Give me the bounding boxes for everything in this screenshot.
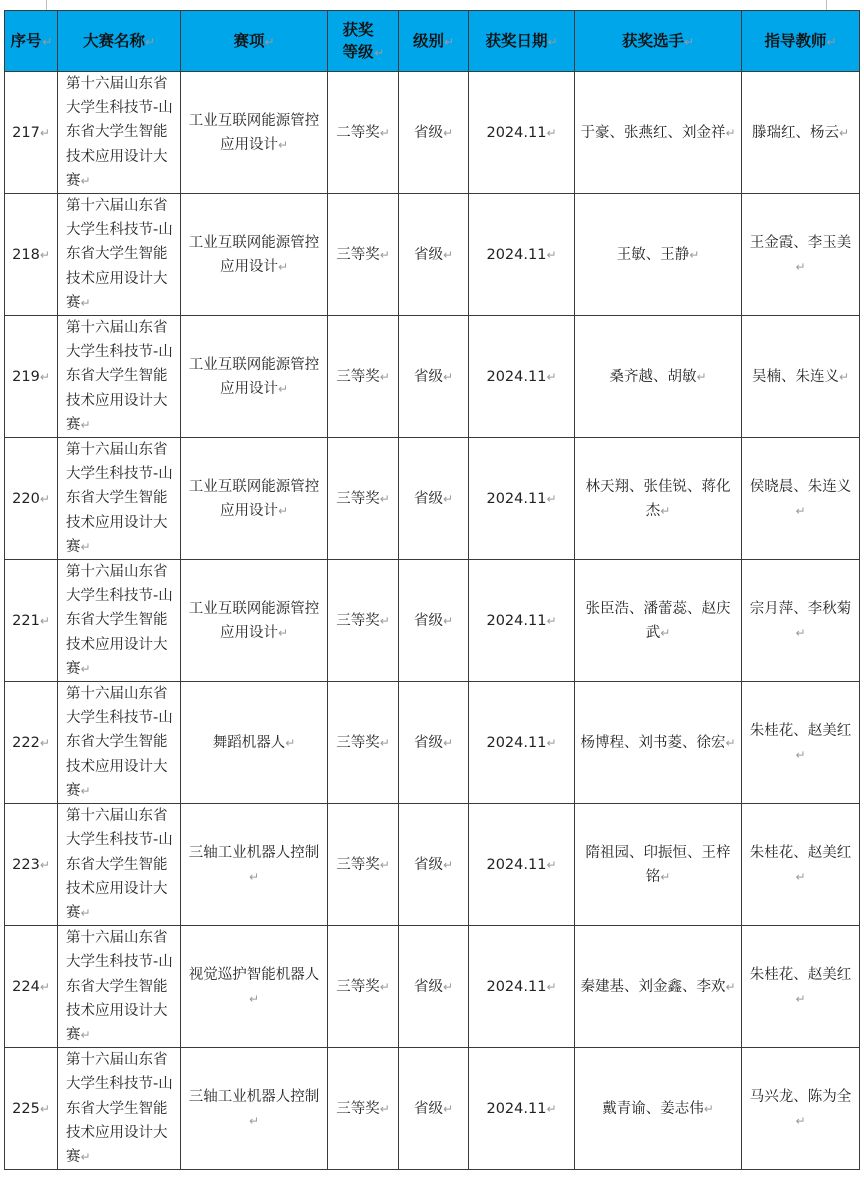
cell-teachers [742, 316, 860, 438]
paragraph-mark-icon: ↵ [546, 613, 557, 628]
cell-contest-name [58, 316, 181, 438]
cell-text: 第十六届山东省大学生科技节-山东省大学生智能技术应用设计大赛 [66, 686, 173, 799]
paragraph-mark-icon: ↵ [546, 857, 557, 872]
cell-text: 朱桂花、赵美红 [749, 966, 852, 983]
cell-text: 秦建基、刘金鑫、李欢 [580, 978, 726, 995]
cell-text: 省级 [413, 612, 443, 629]
paragraph-mark-icon: ↵ [39, 613, 50, 628]
cell-text: 第十六届山东省大学生科技节-山东省大学生智能技术应用设计大赛 [66, 808, 173, 921]
table-row [5, 438, 860, 560]
paragraph-mark-icon: ↵ [39, 369, 50, 384]
paragraph-mark-icon: ↵ [795, 625, 806, 640]
cell-contest-name [58, 194, 181, 316]
cell-text: 工业互联网能源管控应用设计 [188, 234, 320, 275]
paragraph-mark-icon: ↵ [660, 869, 671, 884]
cell-text: 工业互联网能源管控应用设计 [188, 600, 320, 641]
table-row [5, 194, 860, 316]
paragraph-mark-icon: ↵ [442, 369, 454, 384]
cell-text: 省级 [413, 734, 443, 751]
table-row [5, 926, 860, 1048]
header-contest-name [58, 11, 181, 72]
cell-text: 2024.11 [486, 734, 547, 751]
header-students [575, 11, 742, 72]
cell-teachers [742, 926, 860, 1048]
cell-contest-name [58, 804, 181, 926]
paragraph-mark-icon: ↵ [379, 613, 390, 628]
paragraph-mark-icon: ↵ [546, 491, 557, 506]
paragraph-mark-icon: ↵ [703, 1101, 714, 1116]
cell-text: 2024.11 [486, 490, 547, 507]
cell-text: 三等奖 [336, 612, 380, 629]
cell-level [399, 804, 469, 926]
cell-index [5, 316, 58, 438]
paragraph-mark-icon: ↵ [248, 1113, 260, 1128]
cell-award-level [328, 804, 399, 926]
cell-text: 2024.11 [486, 978, 547, 995]
paragraph-mark-icon: ↵ [42, 34, 53, 49]
cell-text: 222 [12, 734, 40, 751]
paragraph-mark-icon: ↵ [39, 491, 50, 506]
cell-students [575, 926, 742, 1048]
header-label: 获奖选手 [621, 31, 684, 50]
cell-text: 221 [12, 612, 40, 629]
cell-text: 第十六届山东省大学生科技节-山东省大学生智能技术应用设计大赛 [66, 930, 173, 1043]
cell-text: 戴青谕、姜志伟 [602, 1100, 704, 1117]
paragraph-mark-icon: ↵ [285, 735, 296, 750]
paragraph-mark-icon: ↵ [795, 869, 806, 884]
cell-students [575, 194, 742, 316]
cell-contest-name [58, 438, 181, 560]
cell-text: 省级 [413, 1100, 443, 1117]
cell-contest-name [58, 926, 181, 1048]
paragraph-mark-icon: ↵ [39, 125, 50, 140]
paragraph-mark-icon: ↵ [826, 34, 837, 49]
cell-text: 220 [12, 490, 40, 507]
paragraph-mark-icon: ↵ [39, 247, 50, 262]
cell-text: 工业互联网能源管控应用设计 [188, 478, 320, 519]
cell-level [399, 438, 469, 560]
cell-level [399, 1048, 469, 1170]
cell-event [181, 926, 328, 1048]
cell-award-date [469, 926, 575, 1048]
header-label: 获奖日期 [485, 31, 548, 50]
cell-text: 225 [12, 1100, 40, 1117]
paragraph-mark-icon: ↵ [80, 539, 91, 554]
paragraph-mark-icon: ↵ [795, 503, 806, 518]
paragraph-mark-icon: ↵ [277, 137, 289, 152]
table-row [5, 682, 860, 804]
paragraph-mark-icon: ↵ [248, 869, 260, 884]
cell-event [181, 804, 328, 926]
paragraph-mark-icon: ↵ [264, 34, 275, 49]
paragraph-mark-icon: ↵ [442, 491, 454, 506]
cell-level [399, 926, 469, 1048]
paragraph-mark-icon: ↵ [546, 125, 557, 140]
header-label: 赛项 [233, 31, 265, 50]
cell-text: 马兴龙、陈为全 [749, 1088, 852, 1105]
cell-text: 省级 [413, 368, 443, 385]
cell-students [575, 316, 742, 438]
cell-award-date [469, 682, 575, 804]
paragraph-mark-icon: ↵ [80, 417, 91, 432]
cell-index [5, 560, 58, 682]
paragraph-mark-icon: ↵ [443, 34, 455, 49]
header-label: 获奖等级 [342, 20, 374, 61]
cell-text: 三等奖 [336, 490, 380, 507]
header-teachers [742, 11, 860, 72]
paragraph-mark-icon: ↵ [379, 857, 390, 872]
cell-award-date [469, 316, 575, 438]
cell-text: 217 [12, 124, 40, 141]
cell-index [5, 72, 58, 194]
cell-text: 省级 [413, 978, 443, 995]
cell-award-date [469, 804, 575, 926]
cell-text: 王敏、王静 [616, 246, 690, 263]
table-row [5, 1048, 860, 1170]
cell-award-level [328, 682, 399, 804]
cell-text: 桑齐越、胡敏 [609, 368, 697, 385]
paragraph-mark-icon: ↵ [442, 735, 454, 750]
cell-text: 视觉巡护智能机器人 [188, 966, 320, 983]
header-label: 大赛名称 [82, 31, 145, 50]
paragraph-mark-icon: ↵ [546, 247, 557, 262]
paragraph-mark-icon: ↵ [795, 747, 806, 762]
header-level [399, 11, 469, 72]
cell-text: 滕瑞红、杨云 [751, 124, 839, 141]
cell-students [575, 438, 742, 560]
paragraph-mark-icon: ↵ [442, 125, 454, 140]
cell-students [575, 804, 742, 926]
cell-text: 2024.11 [486, 1100, 547, 1117]
cell-index [5, 1048, 58, 1170]
paragraph-mark-icon: ↵ [80, 905, 91, 920]
cell-teachers [742, 560, 860, 682]
cell-text: 第十六届山东省大学生科技节-山东省大学生智能技术应用设计大赛 [66, 442, 173, 555]
crop-mark-left [46, 0, 47, 10]
cell-event [181, 72, 328, 194]
cell-event [181, 438, 328, 560]
cell-text: 2024.11 [486, 368, 547, 385]
paragraph-mark-icon: ↵ [80, 173, 91, 188]
cell-event [181, 560, 328, 682]
cell-text: 三等奖 [336, 734, 380, 751]
paragraph-mark-icon: ↵ [379, 247, 390, 262]
paragraph-mark-icon: ↵ [39, 979, 50, 994]
cell-level [399, 560, 469, 682]
cell-award-level [328, 1048, 399, 1170]
paragraph-mark-icon: ↵ [546, 1101, 557, 1116]
cell-award-level [328, 438, 399, 560]
header-row [5, 11, 860, 72]
paragraph-mark-icon: ↵ [442, 857, 454, 872]
cell-text: 三等奖 [336, 978, 380, 995]
paragraph-mark-icon: ↵ [546, 735, 557, 750]
cell-text: 朱桂花、赵美红 [749, 722, 852, 739]
paragraph-mark-icon: ↵ [725, 735, 736, 750]
cell-contest-name [58, 560, 181, 682]
cell-students [575, 1048, 742, 1170]
paragraph-mark-icon: ↵ [442, 247, 454, 262]
cell-index [5, 194, 58, 316]
cell-index [5, 804, 58, 926]
paragraph-mark-icon: ↵ [725, 125, 736, 140]
cell-text: 侯晓晨、朱连义 [749, 478, 852, 495]
header-label: 指导教师 [764, 31, 827, 50]
crop-mark-right [826, 0, 827, 10]
paragraph-mark-icon: ↵ [379, 491, 390, 506]
cell-award-level [328, 926, 399, 1048]
cell-teachers [742, 804, 860, 926]
paragraph-mark-icon: ↵ [374, 45, 385, 60]
cell-teachers [742, 438, 860, 560]
cell-text: 省级 [413, 856, 443, 873]
paragraph-mark-icon: ↵ [442, 613, 454, 628]
paragraph-mark-icon: ↵ [277, 259, 289, 274]
cell-text: 2024.11 [486, 246, 547, 263]
cell-award-date [469, 1048, 575, 1170]
cell-text: 省级 [413, 246, 443, 263]
paragraph-mark-icon: ↵ [39, 735, 50, 750]
paragraph-mark-icon: ↵ [442, 979, 454, 994]
paragraph-mark-icon: ↵ [546, 369, 557, 384]
cell-level [399, 316, 469, 438]
paragraph-mark-icon: ↵ [277, 381, 289, 396]
header-award-date [469, 11, 575, 72]
header-label: 序号 [10, 31, 42, 50]
cell-event [181, 194, 328, 316]
table-body [5, 72, 860, 1170]
cell-text: 第十六届山东省大学生科技节-山东省大学生智能技术应用设计大赛 [66, 320, 173, 433]
cell-award-level [328, 72, 399, 194]
cell-text: 第十六届山东省大学生科技节-山东省大学生智能技术应用设计大赛 [66, 564, 173, 677]
cell-text: 218 [12, 246, 40, 263]
cell-text: 第十六届山东省大学生科技节-山东省大学生智能技术应用设计大赛 [66, 1052, 173, 1165]
cell-students [575, 72, 742, 194]
paragraph-mark-icon: ↵ [795, 991, 806, 1006]
cell-contest-name [58, 1048, 181, 1170]
cell-award-date [469, 72, 575, 194]
cell-text: 张臣浩、潘蕾蕊、赵庆武 [585, 600, 731, 641]
cell-text: 三等奖 [336, 856, 380, 873]
cell-text: 三等奖 [336, 246, 380, 263]
cell-text: 杨博程、刘书菱、徐宏 [580, 734, 726, 751]
cell-contest-name [58, 72, 181, 194]
cell-text: 2024.11 [486, 856, 547, 873]
paragraph-mark-icon: ↵ [795, 259, 806, 274]
paragraph-mark-icon: ↵ [277, 503, 289, 518]
paragraph-mark-icon: ↵ [838, 125, 850, 140]
paragraph-mark-icon: ↵ [39, 1101, 50, 1116]
paragraph-mark-icon: ↵ [39, 857, 50, 872]
cell-text: 省级 [413, 490, 443, 507]
header-label: 级别 [412, 31, 444, 50]
cell-index [5, 682, 58, 804]
cell-event [181, 316, 328, 438]
cell-index [5, 438, 58, 560]
cell-teachers [742, 72, 860, 194]
paragraph-mark-icon: ↵ [80, 661, 91, 676]
cell-text: 三轴工业机器人控制 [188, 1088, 320, 1105]
paragraph-mark-icon: ↵ [660, 625, 671, 640]
cell-text: 省级 [413, 124, 443, 141]
cell-text: 2024.11 [486, 612, 547, 629]
table-row [5, 72, 860, 194]
header-award-level [328, 11, 399, 72]
cell-text: 2024.11 [486, 124, 547, 141]
cell-text: 工业互联网能源管控应用设计 [188, 112, 320, 153]
cell-text: 第十六届山东省大学生科技节-山东省大学生智能技术应用设计大赛 [66, 198, 173, 311]
cell-level [399, 194, 469, 316]
cell-text: 朱桂花、赵美红 [749, 844, 852, 861]
paragraph-mark-icon: ↵ [277, 625, 289, 640]
table-row [5, 316, 860, 438]
cell-text: 隋祖园、印振恒、王梓铭 [585, 844, 731, 885]
paragraph-mark-icon: ↵ [379, 369, 390, 384]
cell-event [181, 1048, 328, 1170]
cell-award-level [328, 194, 399, 316]
paragraph-mark-icon: ↵ [442, 1101, 454, 1116]
paragraph-mark-icon: ↵ [683, 34, 695, 49]
cell-text: 219 [12, 368, 40, 385]
cell-text: 工业互联网能源管控应用设计 [188, 356, 320, 397]
cell-text: 三等奖 [336, 368, 380, 385]
paragraph-mark-icon: ↵ [379, 979, 390, 994]
paragraph-mark-icon: ↵ [725, 979, 736, 994]
paragraph-mark-icon: ↵ [144, 34, 156, 49]
paragraph-mark-icon: ↵ [838, 369, 850, 384]
cell-contest-name [58, 682, 181, 804]
paragraph-mark-icon: ↵ [379, 735, 390, 750]
cell-teachers [742, 194, 860, 316]
paragraph-mark-icon: ↵ [80, 295, 91, 310]
paragraph-mark-icon: ↵ [80, 1027, 91, 1042]
paragraph-mark-icon: ↵ [795, 1113, 806, 1128]
header-event [181, 11, 328, 72]
cell-students [575, 560, 742, 682]
cell-event [181, 682, 328, 804]
paragraph-mark-icon: ↵ [689, 247, 700, 262]
cell-text: 第十六届山东省大学生科技节-山东省大学生智能技术应用设计大赛 [66, 76, 173, 189]
paragraph-mark-icon: ↵ [379, 125, 390, 140]
cell-text: 三轴工业机器人控制 [188, 844, 320, 861]
cell-award-date [469, 194, 575, 316]
cell-teachers [742, 1048, 860, 1170]
cell-award-level [328, 560, 399, 682]
paragraph-mark-icon: ↵ [80, 1149, 91, 1164]
cell-index [5, 926, 58, 1048]
cell-level [399, 72, 469, 194]
cell-teachers [742, 682, 860, 804]
cell-students [575, 682, 742, 804]
cell-text: 宗月萍、李秋菊 [749, 600, 852, 617]
cell-text: 于豪、张燕红、刘金祥 [580, 124, 726, 141]
paragraph-mark-icon: ↵ [546, 979, 557, 994]
cell-text: 吴楠、朱连义 [751, 368, 839, 385]
table-row [5, 560, 860, 682]
cell-text: 二等奖 [336, 124, 380, 141]
cell-text: 王金霞、李玉美 [749, 234, 852, 251]
cell-text: 林天翔、张佳锐、蒋化杰 [585, 478, 731, 519]
cell-level [399, 682, 469, 804]
cell-award-date [469, 560, 575, 682]
paragraph-mark-icon: ↵ [547, 34, 558, 49]
paragraph-mark-icon: ↵ [660, 503, 671, 518]
cell-text: 223 [12, 856, 40, 873]
paragraph-mark-icon: ↵ [248, 991, 260, 1006]
cell-text: 舞蹈机器人 [212, 734, 286, 751]
table-row [5, 804, 860, 926]
cell-award-date [469, 438, 575, 560]
header-index [5, 11, 58, 72]
paragraph-mark-icon: ↵ [379, 1101, 390, 1116]
cell-text: 224 [12, 978, 40, 995]
paragraph-mark-icon: ↵ [696, 369, 707, 384]
cell-award-level [328, 316, 399, 438]
cell-text: 三等奖 [336, 1100, 380, 1117]
paragraph-mark-icon: ↵ [80, 783, 91, 798]
awards-table [4, 10, 860, 1170]
